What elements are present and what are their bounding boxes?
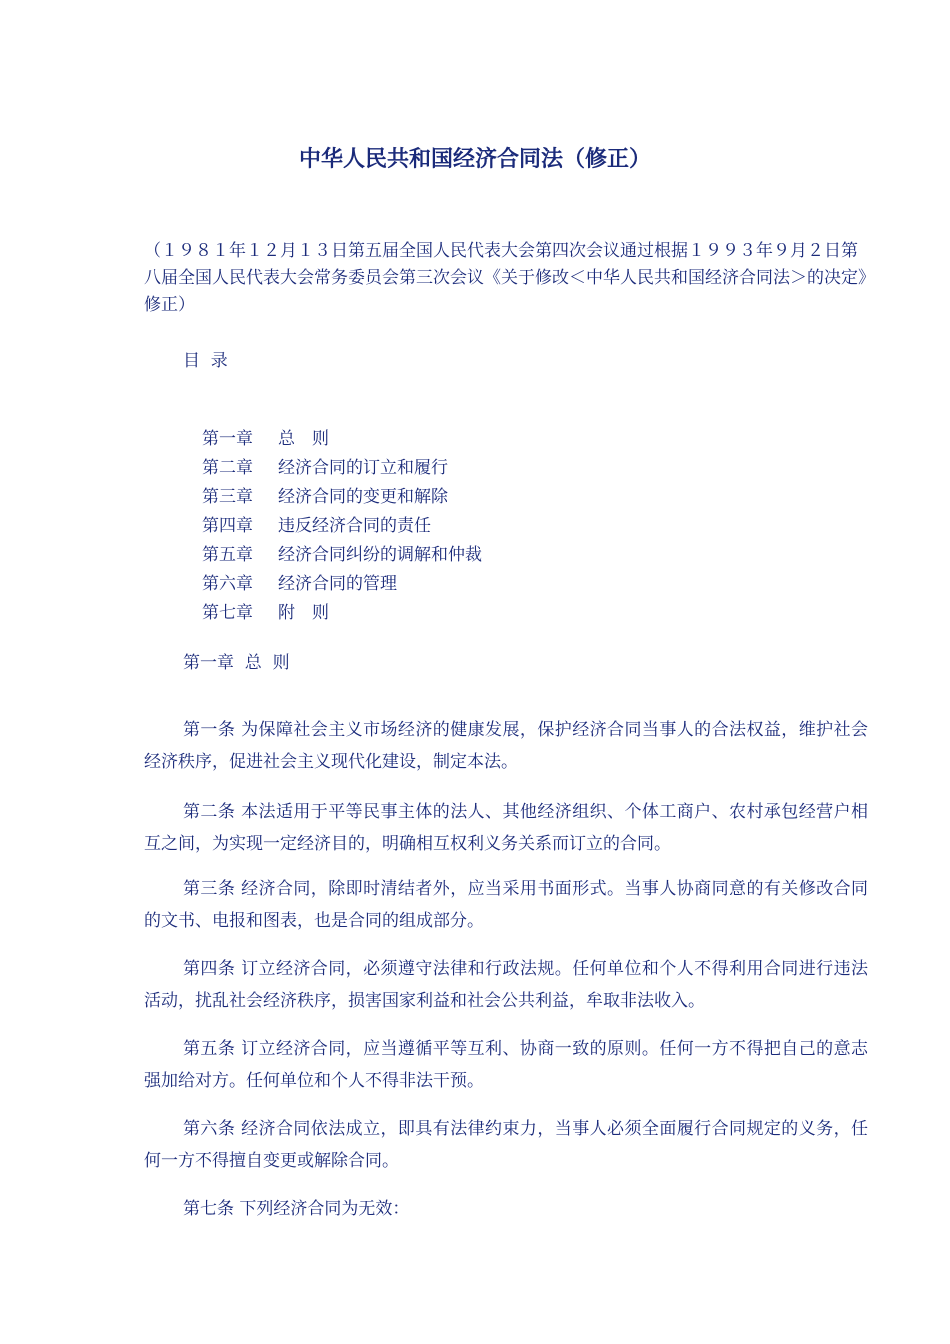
article-paragraph: 第七条 下列经济合同为无效：: [183, 1199, 410, 1219]
toc-item-number: 第一章: [202, 429, 253, 449]
article-paragraph: 第六条 经济合同依法成立，即具有法律约束力，当事人必须全面履行合同规定的义务，任何一方不得擅自变更或解除合同。: [144, 1119, 868, 1171]
document-title: 中华人民共和国经济合同法（修正）: [298, 146, 651, 172]
toc-item: [202, 570, 482, 599]
toc-item-number: 第五章: [202, 545, 253, 565]
toc-item-number: 第四章: [202, 516, 253, 536]
toc-item: [202, 541, 482, 570]
toc-item: [202, 425, 482, 454]
toc-heading: 目 录: [183, 351, 228, 371]
article-paragraph: 第一条 为保障社会主义市场经济的健康发展，保护经济合同当事人的合法权益，维护社会经济秩序，促进社会主义现代化建设，制定本法。: [144, 720, 868, 772]
toc-item-title: 经济合同的订立和履行: [278, 458, 448, 478]
article-paragraph: 第三条 经济合同，除即时清结者外，应当采用书面形式。当事人协商同意的有关修改合同的文书、电报和图表，也是合同的组成部分。: [144, 879, 868, 931]
toc-item-number: 第二章: [202, 458, 253, 478]
enactment-note: （１９８１年１２月１３日第五届全国人民代表大会第四次会议通过根据１９９３年９月２日第八届全国人民代表大会常务委员会第三次会议《关于修改＜中华人民共和国经济合同法＞的决定》修正）: [144, 241, 867, 315]
toc-item-number: 第六章: [202, 574, 253, 594]
toc-item: [202, 512, 482, 541]
toc-item: [202, 483, 482, 512]
article-paragraph: 第五条 订立经济合同，应当遵循平等互利、协商一致的原则。任何一方不得把自己的意志强加给对方。任何单位和个人不得非法干预。: [144, 1039, 868, 1091]
toc-item: [202, 454, 482, 483]
toc-item-title: 总 则: [278, 429, 329, 449]
toc-item-title: 经济合同的管理: [278, 574, 397, 594]
chapter-heading: 第一章 总 则: [183, 653, 290, 673]
toc-item-title: 经济合同纠纷的调解和仲裁: [278, 545, 482, 565]
toc-item-number: 第三章: [202, 487, 253, 507]
article-paragraph: 第二条 本法适用于平等民事主体的法人、其他经济组织、个体工商户、农村承包经营户相互之间，为实现一定经济目的，明确相互权利义务关系而订立的合同。: [144, 802, 868, 854]
toc-item: [202, 599, 482, 628]
article-paragraph: 第四条 订立经济合同，必须遵守法律和行政法规。任何单位和个人不得利用合同进行违法活动，扰乱社会经济秩序，损害国家利益和社会公共利益，牟取非法收入。: [144, 959, 868, 1011]
toc-item-title: 附 则: [278, 603, 329, 623]
table-of-contents: [202, 425, 482, 628]
toc-item-number: 第七章: [202, 603, 253, 623]
toc-item-title: 经济合同的变更和解除: [278, 487, 448, 507]
toc-item-title: 违反经济合同的责任: [278, 516, 431, 536]
